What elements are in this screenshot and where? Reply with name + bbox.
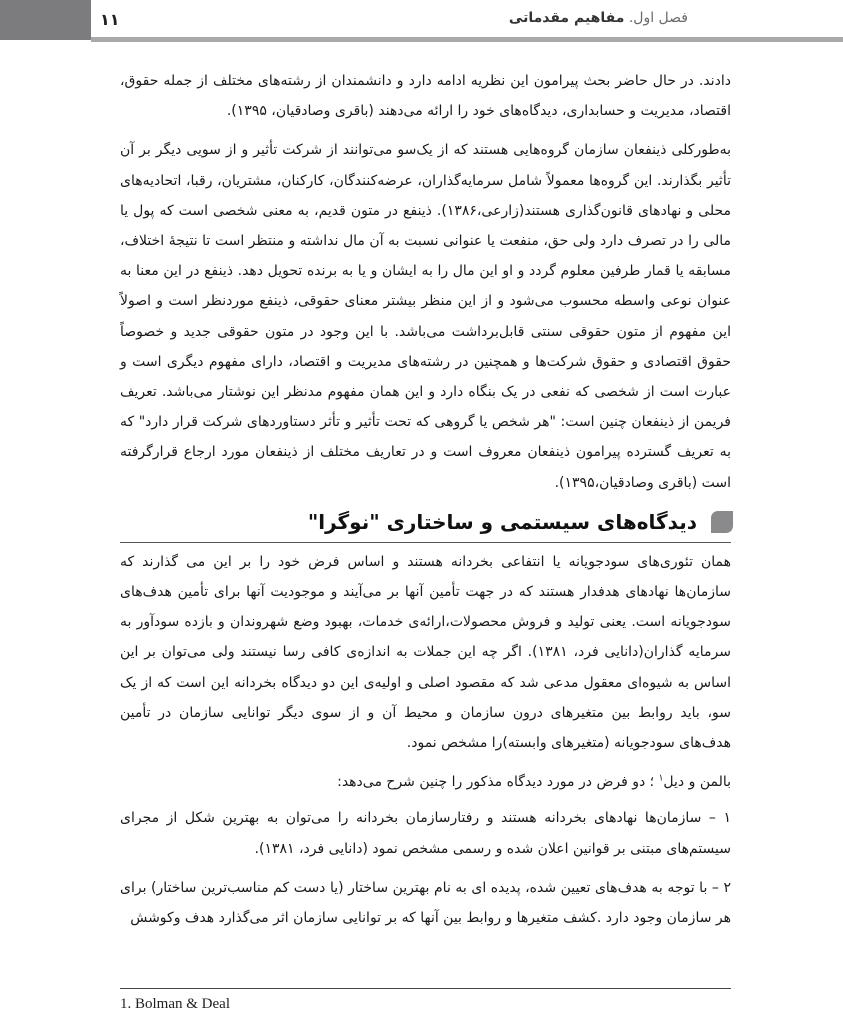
footnote: 1. Bolman & Deal — [120, 996, 230, 1012]
paragraph-2: به‌طورکلی ذینفعان سازمان گروه‌هایی هستند که از یک‌سو می‌توانند از شرکت تأثیر و از سویی دیگر بر آن تأثیر بگذارند. این گروه‌ها معمولاً شامل سرمایه‌گذاران، عرضه‌کنندگان، کارکنان، مشتریان، رقبا، اتحادیه‌های محلی و نهادهای قانون‌گذاری هستند(زارعی،۱۳۸۶). ذینفع در متون قدیم، به معنی شخصی است که پول یا مالی را در تصرف دارد ولی حق، منفعت یا عنوانی نسبت به آن مال نداشته و منتظر است تا نتیجهٔ اختلاف، مسابقه یا قمار طرفین معلوم گردد و او این مال را به ایشان و یا به برنده تحویل دهد. ذینفع در این معنا به عنوان نوعی واسطه محسوب می‌شود و از این منظر بیشتر معنای حقوقی، ذینفع موردنظر است و اصولاً این مفهوم از متون حقوقی سنتی قابل‌برداشت می‌باشد. با این وجود در متون حقوقی جدید و خصوصاً حقوق اقتصادی و حقوق شرکت‌ها و همچنین در رشته‌های مدیریت و اقتصاد، دارای مفهوم دیگری است و عبارت است از شخصی که نفعی در یک بنگاه دارد و این همان مفهوم مدنظر این نوشتار می‌باشد. تعریف فریمن از ذینفعان چنین است: "هر شخص یا گروهی که تحت تأثیر و تأثر دستاوردهای شرکت قرار دارد" که به تعریف گسترده پیرامون ذینفعان معروف است و در تعاریف مختلف از ذینفعان مورد ارجاع قرارگرفته است (باقری وصادقیان،۱۳۹۵). — [120, 142, 731, 491]
chapter-label: فصل اول — [633, 10, 688, 26]
footnote-rule — [120, 988, 731, 989]
body-text — [120, 66, 731, 942]
running-head-separator: . — [628, 10, 634, 26]
header-rule — [91, 37, 843, 42]
section-heading — [120, 507, 731, 543]
paragraph-4-start: بالمن و دیل — [663, 774, 731, 791]
paragraph-4 — [120, 767, 731, 797]
page-number: ۱۱ — [100, 10, 120, 29]
section-heading-text: دیدگاه‌های سیستمی و ساختاری "نوگرا" — [307, 509, 697, 534]
footnote-reference: ۱ — [658, 773, 664, 784]
header-grey-block — [0, 0, 91, 40]
heading-marker-icon — [711, 511, 733, 533]
heading-underline — [120, 542, 731, 543]
paragraph-4-end: ؛ دو فرض در مورد دیدگاه مذکور را چنین شرح می‌دهد: — [337, 774, 659, 791]
paragraph-3: همان تئوری‌های سودجویانه یا انتفاعی بخردانه هستند و اساس فرض خود را بر این می گذارند که سازمان‌ها نهادهای هدفدار هستند که در جهت تأمین آنها بر می‌آیند و موجودیت آنها برای تأمین هدف‌های سودجویانه است. یعنی تولید و فروش محصولات،ارائه‌ی خدمات، بهبود وضع شهروندان و بازده سودآور به سرمایه گذاران(دانایی فرد، ۱۳۸۱). اگر چه این جملات به اندازه‌ی کافی رسا نیستند ولی می‌توان بر این اساس به شیوه‌ای معقول مدعی شد که مقصود اصلی و اولیه‌ی این دو دیدگاه بخردانه این است که از یک سو، باید روابط بین متغیرهای درون سازمان و محیط آن و از سوی دیگر توانایی سازمان در تأمین هدف‌های سودجویانه (متغیرهای وابسته)را مشخص نمود. — [120, 553, 731, 752]
running-head — [509, 10, 688, 26]
paragraph-5: ۱ – سازمان‌ها نهادهای بخردانه هستند و رفتارسازمان بخردانه را می‌توان به بهترین شکل از مجرای سیستم‌های مبتنی بر قوانین اعلان شده و رسمی مشخص نمود (دانایی فرد، ۱۳۸۱). — [120, 810, 731, 857]
paragraph-1: دادند. در حال حاضر بحث پیرامون این نظریه ادامه دارد و دانشمندان از رشته‌های مختلف از جمله حقوق، اقتصاد، مدیریت و حسابداری، دیدگاه‌های خود را ارائه می‌دهند (باقری وصادقیان، ۱۳۹۵). — [120, 73, 731, 120]
chapter-title: مفاهیم مقدماتی — [508, 10, 625, 26]
paragraph-6: ۲ – با توجه به هدف‌های تعیین شده، پدیده ای به نام بهترین ساختار (یا دست کم مناسب‌ترین ساختار) برای هر سازمان وجود دارد .کشف متغیرها و روابط بین آنها که بر توانایی سازمان اثر می‌گذارد هدف وکوشش — [120, 879, 731, 927]
